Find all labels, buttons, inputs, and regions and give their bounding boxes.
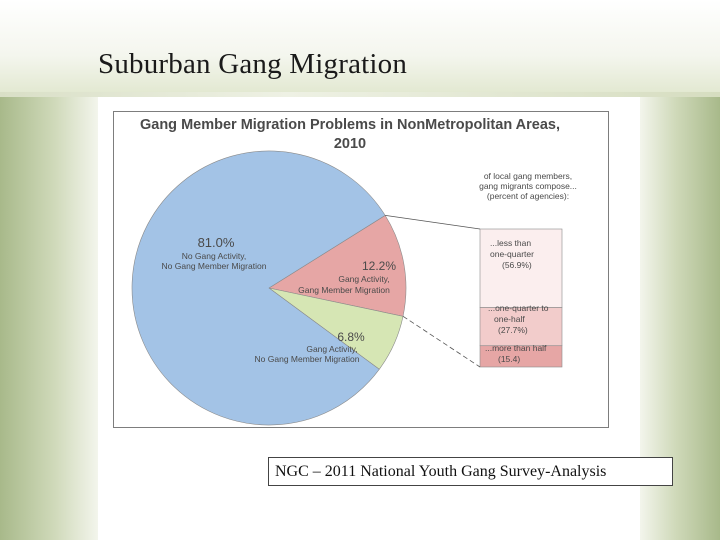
chart-title-line2: 2010 xyxy=(333,136,367,152)
leader-line-top xyxy=(385,215,480,229)
bar-label-more-half-l1: ...more than half xyxy=(485,343,547,353)
bar-label-quarter-half-l2: one-half xyxy=(494,314,525,324)
slice-label-no-activity-l1: No Gang Activity, xyxy=(181,251,247,261)
leader-line-bottom xyxy=(403,316,480,367)
source-citation: NGC – 2011 National Youth Gang Survey-Analysis xyxy=(268,457,673,486)
slide-title: Suburban Gang Migration xyxy=(98,48,408,80)
bar-label-quarter-half-l1: ...one-quarter to xyxy=(488,303,549,313)
chart-frame xyxy=(113,111,609,428)
chart-title-line1: Gang Member Migration Problems in NonMetropolitan Areas, xyxy=(139,117,561,133)
bar-label-less-quarter-l3: (56.9%) xyxy=(502,260,532,270)
slice-label-pct-activity-no-migration: 6.8% xyxy=(337,330,365,344)
slice-label-migration-l2: Gang Member Migration xyxy=(298,285,390,295)
header-rule xyxy=(0,92,720,97)
slice-label-activity-no-migration-l2: No Gang Member Migration xyxy=(254,354,360,364)
slice-label-no-activity-l2: No Gang Member Migration xyxy=(161,261,267,271)
bar-label-more-half-l2: (15.4) xyxy=(498,354,521,364)
bar-label-less-quarter-l1: ...less than xyxy=(490,238,532,248)
left-decor-band xyxy=(0,97,98,540)
slice-label-migration-l1: Gang Activity, xyxy=(338,274,390,284)
slice-label-pct-migration: 12.2% xyxy=(361,259,397,273)
bar-heading-line3: (percent of agencies): xyxy=(486,191,570,201)
pie-chart-svg xyxy=(114,112,610,429)
slice-label-pct-no-activity: 81.0% xyxy=(197,235,235,250)
bar-heading-line2: gang migrants compose... xyxy=(479,181,577,191)
bar-heading-line1: of local gang members, xyxy=(483,171,573,181)
bar-label-less-quarter-l2: one-quarter xyxy=(490,249,534,259)
slice-label-activity-no-migration-l1: Gang Activity, xyxy=(306,344,358,354)
bar-label-quarter-half-l3: (27.7%) xyxy=(498,325,528,335)
